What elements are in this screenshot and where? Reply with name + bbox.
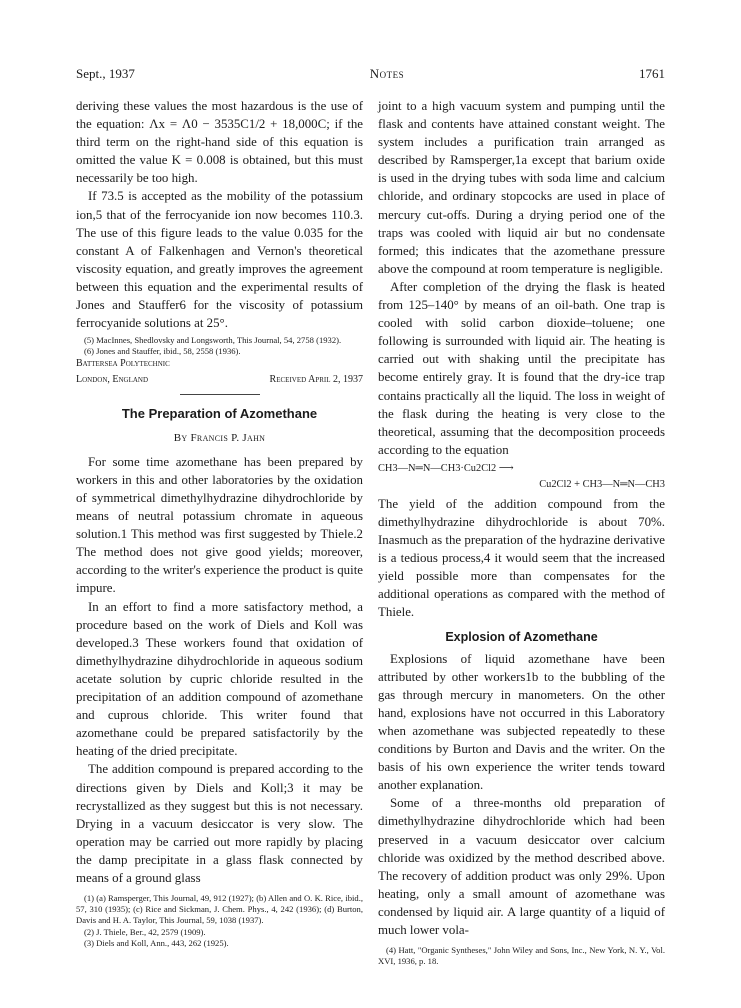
running-head [76, 66, 665, 84]
paragraph: For some time azomethane has been prepared by workers in this and other laboratories by the oxidation of symmetrical dimethylhydrazine dihydrochloride by means of neutral potassium chromate in aqueous solution.1 This method was first suggested by Thiele.2 The method does not give good yields; moreover, according to the writer's experience the product is quite impure. [76, 454, 363, 596]
received-date: Received April 2, 1937 [269, 373, 363, 385]
paragraph: Explosions of liquid azomethane have been attributed by other workers1b to the bubbling of the gas through mercury in manometers. On the other hand, explosions have not occurred in this Laboratory when azomethane was subjected repeatedly to these conditions by Burton and Davis and the writer. On the basis of his own experience the writer tends toward another explanation. [378, 651, 665, 793]
paragraph: deriving these values the most hazardous is the use of the equation: Λx = Λ0 − 3535C1/2 + 18,000C; if the third term on the right-hand side of this equation is omitted the value K = 0.008 is obtained, but this must necessarily be too high. [76, 99, 363, 186]
affiliation-institution: Battersea Polytechnic [76, 357, 170, 369]
right-column [378, 97, 665, 968]
byline: By Francis P. Jahn [173, 431, 266, 444]
affiliation-row [76, 374, 363, 386]
header-page-number: 1761 [638, 66, 665, 81]
paragraph: The yield of the addition compound from the dimethylhydrazine dihydrochloride is about 70%. Inasmuch as the preparation of the hydrazine derivative is a tedious process,4 it would seem that the increased yield possible more than compensates for the additional operations as compared with the method of Thiele. [378, 496, 665, 620]
paragraph: The addition compound is prepared according to the directions given by Diels and Koll;3 it may be recrystallized as they suggest but this is not necessary. Drying in a vacuum desiccator is very slow. The operation may be carried out more rapidly by placing the damp precipitate in a glass flask connected by means of a ground glass [76, 762, 363, 885]
article-title: The Preparation of Azomethane [121, 405, 318, 421]
equation-right: Cu2Cl2 + CH3—N═N—CH3 [539, 478, 665, 490]
footnote-6: (6) Jones and Stauffer, ibid., 58, 2558 (1936). [84, 346, 241, 357]
footnote-5: (5) MacInnes, Shedlovsky and Longsworth, This Journal, 54, 2758 (1932). [84, 335, 342, 346]
footnote-1: (1) (a) Ramsperger, This Journal, 49, 912 (1927); (b) Allen and O. K. Rice, ibid., 57, 310 (1935); (c) Rice and Sickman, J. Chem. Phys., 4, 242 (1936); (d) Burton, Davis and H. A. Taylor, This Journal, 59, 1038 (1937). [76, 893, 363, 926]
paragraph: After completion of the drying the flask is heated from 125–140° by means of an oil-bath. One trap is cooled with solid carbon dioxide–toluene; one following is surrounded with liquid air. The heating is carried out with shaking until the precipitate has become entirely gray. It is found that the dry-ice trap contains practically all the liquid. The loss in weight of the flask during the heating is very close to the theoretical, assuming that the decomposition proceeds according to the equation [378, 279, 665, 457]
paragraph: joint to a high vacuum system and pumping until the flask and contents have attained constant weight. The system includes a purification train arranged as described by Ramsperger,1a except that barium oxide is used in the drying tubes with soda lime and calcium chloride, and ordinary stopcocks are used in place of mercury cut-offs. During a drying period one of the traps was cooled with liquid air but no condensate formed; this indicates that the azomethane pressure above the compound at room temperature is negligible. [378, 99, 665, 276]
footnote-3: (3) Diels and Koll, Ann., 443, 262 (1925). [84, 937, 229, 948]
separator-rule [180, 394, 260, 395]
footnote-4: (4) Hatt, "Organic Syntheses," John Wiley and Sons, Inc., New York, N. Y., Vol. XVI, 1936, p. 18. [378, 945, 665, 967]
paragraph: If 73.5 is accepted as the mobility of the potassium ion,5 that of the ferrocyanide ion now becomes 110.3. The use of this figure leads to the value 0.035 for the constant A of Falkenhagen and Vernon's theoretical viscosity equation, and greatly improves the agreement between this equation and the experimental results of Jones and Stauffer6 for the viscosity of potassium ferrocyanide solutions at 25°. [76, 189, 363, 331]
section-title: Explosion of Azomethane [445, 629, 598, 644]
affiliation-location: London, England [76, 373, 149, 385]
paragraph: Some of a three-months old preparation of dimethylhydrazine dihydrochloride which had been preserved in a vacuum desiccator over calcium chloride was oxidized by the method described above. The recovery of addition product was only 29%. Upon heating, only a small amount of azomethane was condensed by liquid air. A large quantity of a liquid of much lower vola- [378, 796, 665, 938]
header-section: Notes [369, 66, 405, 81]
left-column [76, 97, 363, 949]
footnote-2: (2) J. Thiele, Ber., 42, 2579 (1909). [84, 926, 206, 937]
header-date: Sept., 1937 [76, 66, 135, 81]
paragraph: In an effort to find a more satisfactory method, a procedure based on the work of Diels and Koll was developed.3 These workers found that oxidation of dimethylhydrazine dihydrochloride in aqueous sodium acetate solution by cupric chloride resulted in the precipitation of an addition compound of azomethane and cuprous chloride. This writer found that azomethane could be prepared satisfactorily by the heating of the dried precipitate. [76, 599, 363, 759]
equation-left: CH3—N═N—CH3·Cu2Cl2 ⟶ [378, 462, 514, 474]
